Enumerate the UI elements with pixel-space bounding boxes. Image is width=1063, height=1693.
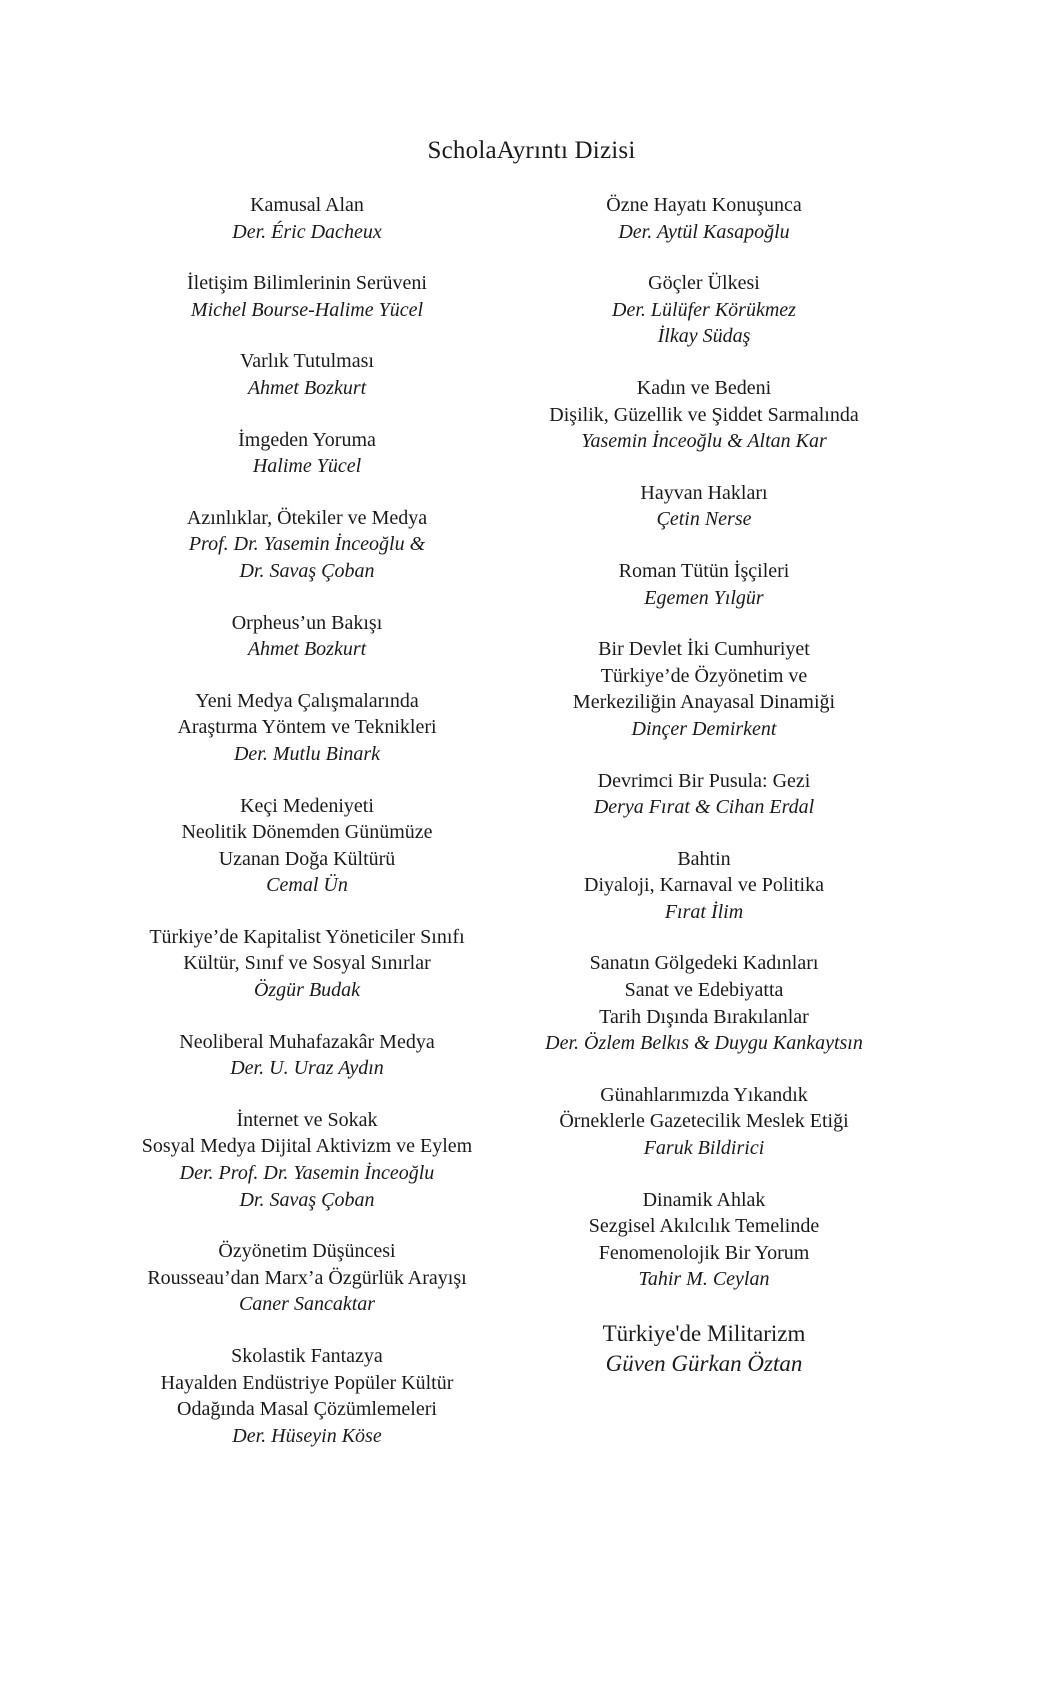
book-title: Keçi Medeniyeti (240, 794, 374, 817)
book-title: Kamusal Alan (250, 194, 364, 216)
book-author: Özgür Budak (253, 979, 361, 1002)
featured-book-title: Türkiye'de Militarizm (602, 1321, 806, 1346)
book-entry (87, 610, 527, 663)
book-author: Dinçer Demirkent (631, 717, 777, 740)
book-author: Dr. Savaş Çoban (239, 559, 375, 582)
book-subtitle: Türkiye’de Özyönetim ve (600, 664, 808, 687)
book-title: Özne Hayatı Konuşunca (606, 194, 802, 216)
book-title: Göçler Ülkesi (648, 272, 760, 295)
book-entry (87, 427, 527, 480)
book-author: Der. Özlem Belkıs & Duygu Kankaytsın (545, 1032, 863, 1055)
book-author: Ahmet Bozkurt (247, 376, 367, 399)
book-entry (484, 846, 924, 926)
book-author: Tahir M. Ceylan (638, 1268, 770, 1291)
book-entry (484, 192, 924, 245)
book-author: Der. Aytül Kasapoğlu (618, 220, 790, 243)
book-subtitle: Odağında Masal Çözümlemeleri (177, 1398, 437, 1421)
right-column (484, 192, 924, 1404)
book-entry (484, 636, 924, 742)
book-subtitle: Araştırma Yöntem ve Teknikleri (177, 716, 437, 739)
book-author: Derya Fırat & Cihan Erdal (593, 796, 815, 819)
book-entry (484, 270, 924, 350)
book-author: Der. Mutlu Binark (233, 742, 381, 765)
book-subtitle: Diyaloji, Karnaval ve Politika (584, 874, 824, 897)
book-subtitle: Tarih Dışında Bırakılanlar (599, 1005, 809, 1028)
book-subtitle: Kültür, Sınıf ve Sosyal Sınırlar (183, 952, 431, 975)
book-author: İlkay Südaş (657, 325, 751, 348)
book-subtitle: Rousseau’dan Marx’a Özgürlük Arayışı (147, 1266, 467, 1289)
book-entry (87, 1107, 527, 1213)
book-author: Egemen Yılgür (644, 586, 764, 609)
book-title: Orpheus’un Bakışı (231, 611, 383, 634)
book-entry (87, 688, 527, 768)
book-entry (484, 1082, 924, 1162)
book-subtitle: Hayalden Endüstriye Popüler Kültür (160, 1371, 454, 1394)
book-subtitle: Örneklerle Gazetecilik Meslek Etiği (559, 1110, 849, 1133)
book-title: İnternet ve Sokak (236, 1108, 378, 1131)
book-subtitle: Neolitik Dönemden Günümüze (181, 821, 433, 844)
book-author: Caner Sancaktar (238, 1293, 376, 1316)
book-author: Dr. Savaş Çoban (239, 1188, 375, 1211)
book-author: Der. Lülüfer Körükmez (612, 298, 796, 321)
featured-book-author: Güven Gürkan Öztan (605, 1351, 803, 1376)
book-entry (484, 375, 924, 455)
book-title: Varlık Tutulması (240, 350, 374, 373)
book-subtitle: Fenomenolojik Bir Yorum (598, 1241, 810, 1264)
book-entry (484, 1187, 924, 1293)
book-author: Prof. Dr. Yasemin İnceoğlu & (188, 533, 426, 556)
book-title: Dinamik Ahlak (642, 1188, 766, 1211)
book-title: Bir Devlet İki Cumhuriyet (598, 638, 810, 661)
book-entry (87, 1029, 527, 1082)
book-entry (87, 793, 527, 899)
book-entry (87, 270, 527, 323)
book-author: Der. Hüseyin Köse (232, 1424, 382, 1447)
book-subtitle: Uzanan Doğa Kültürü (218, 847, 396, 870)
book-author: Halime Yücel (252, 455, 362, 478)
book-entry (87, 1343, 527, 1449)
book-title: Neoliberal Muhafazakâr Medya (179, 1030, 435, 1053)
book-subtitle: Sezgisel Akılcılık Temelinde (588, 1215, 820, 1238)
book-entry (87, 1238, 527, 1318)
book-subtitle: Merkeziliğin Anayasal Dinamiği (572, 691, 836, 714)
book-title: Azınlıklar, Ötekiler ve Medya (186, 506, 428, 529)
book-title: Devrimci Bir Pusula: Gezi (597, 769, 811, 792)
series-title: ScholaAyrıntı Dizisi (427, 137, 636, 164)
book-title: Özyönetim Düşüncesi (218, 1240, 396, 1263)
book-subtitle: Dişilik, Güzellik ve Şiddet Sarmalında (549, 403, 859, 426)
book-author: Yasemin İnceoğlu & Altan Kar (581, 430, 827, 453)
book-author: Der. Éric Dacheux (232, 220, 382, 243)
right-book-list (484, 192, 924, 1293)
book-title: Yeni Medya Çalışmalarında (195, 689, 419, 712)
book-author: Michel Bourse-Halime Yücel (190, 298, 424, 321)
book-author: Der. U. Uraz Aydın (230, 1057, 384, 1080)
book-entry (87, 348, 527, 401)
book-entry (484, 768, 924, 821)
book-entry (87, 505, 527, 585)
book-title: Bahtin (677, 847, 731, 870)
book-title: İletişim Bilimlerinin Serüveni (187, 272, 427, 295)
book-title: Skolastik Fantazya (231, 1345, 383, 1367)
book-author: Ahmet Bozkurt (247, 638, 367, 661)
left-column (87, 192, 527, 1474)
book-title: İmgeden Yoruma (238, 428, 376, 451)
book-title: Hayvan Hakları (640, 481, 768, 504)
book-title: Roman Tütün İşçileri (618, 559, 790, 582)
book-entry (484, 558, 924, 611)
book-title: Günahlarımızda Yıkandık (600, 1083, 808, 1106)
book-author: Cemal Ün (266, 874, 348, 897)
book-subtitle: Sosyal Medya Dijital Aktivizm ve Eylem (141, 1135, 473, 1158)
book-title: Kadın ve Bedeni (636, 376, 772, 399)
book-entry (87, 924, 527, 1004)
book-title: Türkiye’de Kapitalist Yöneticiler Sınıfı (149, 925, 465, 948)
book-author: Çetin Nerse (656, 508, 752, 531)
book-author: Fırat İlim (664, 900, 744, 923)
book-entry (484, 950, 924, 1056)
book-author: Der. Prof. Dr. Yasemin İnceoğlu (179, 1162, 435, 1185)
book-entry (484, 480, 924, 533)
featured-book (484, 1319, 924, 1379)
book-author: Faruk Bildirici (643, 1137, 765, 1160)
book-title: Sanatın Gölgedeki Kadınları (589, 952, 819, 975)
book-entry (87, 192, 527, 245)
book-subtitle: Sanat ve Edebiyatta (624, 979, 784, 1002)
